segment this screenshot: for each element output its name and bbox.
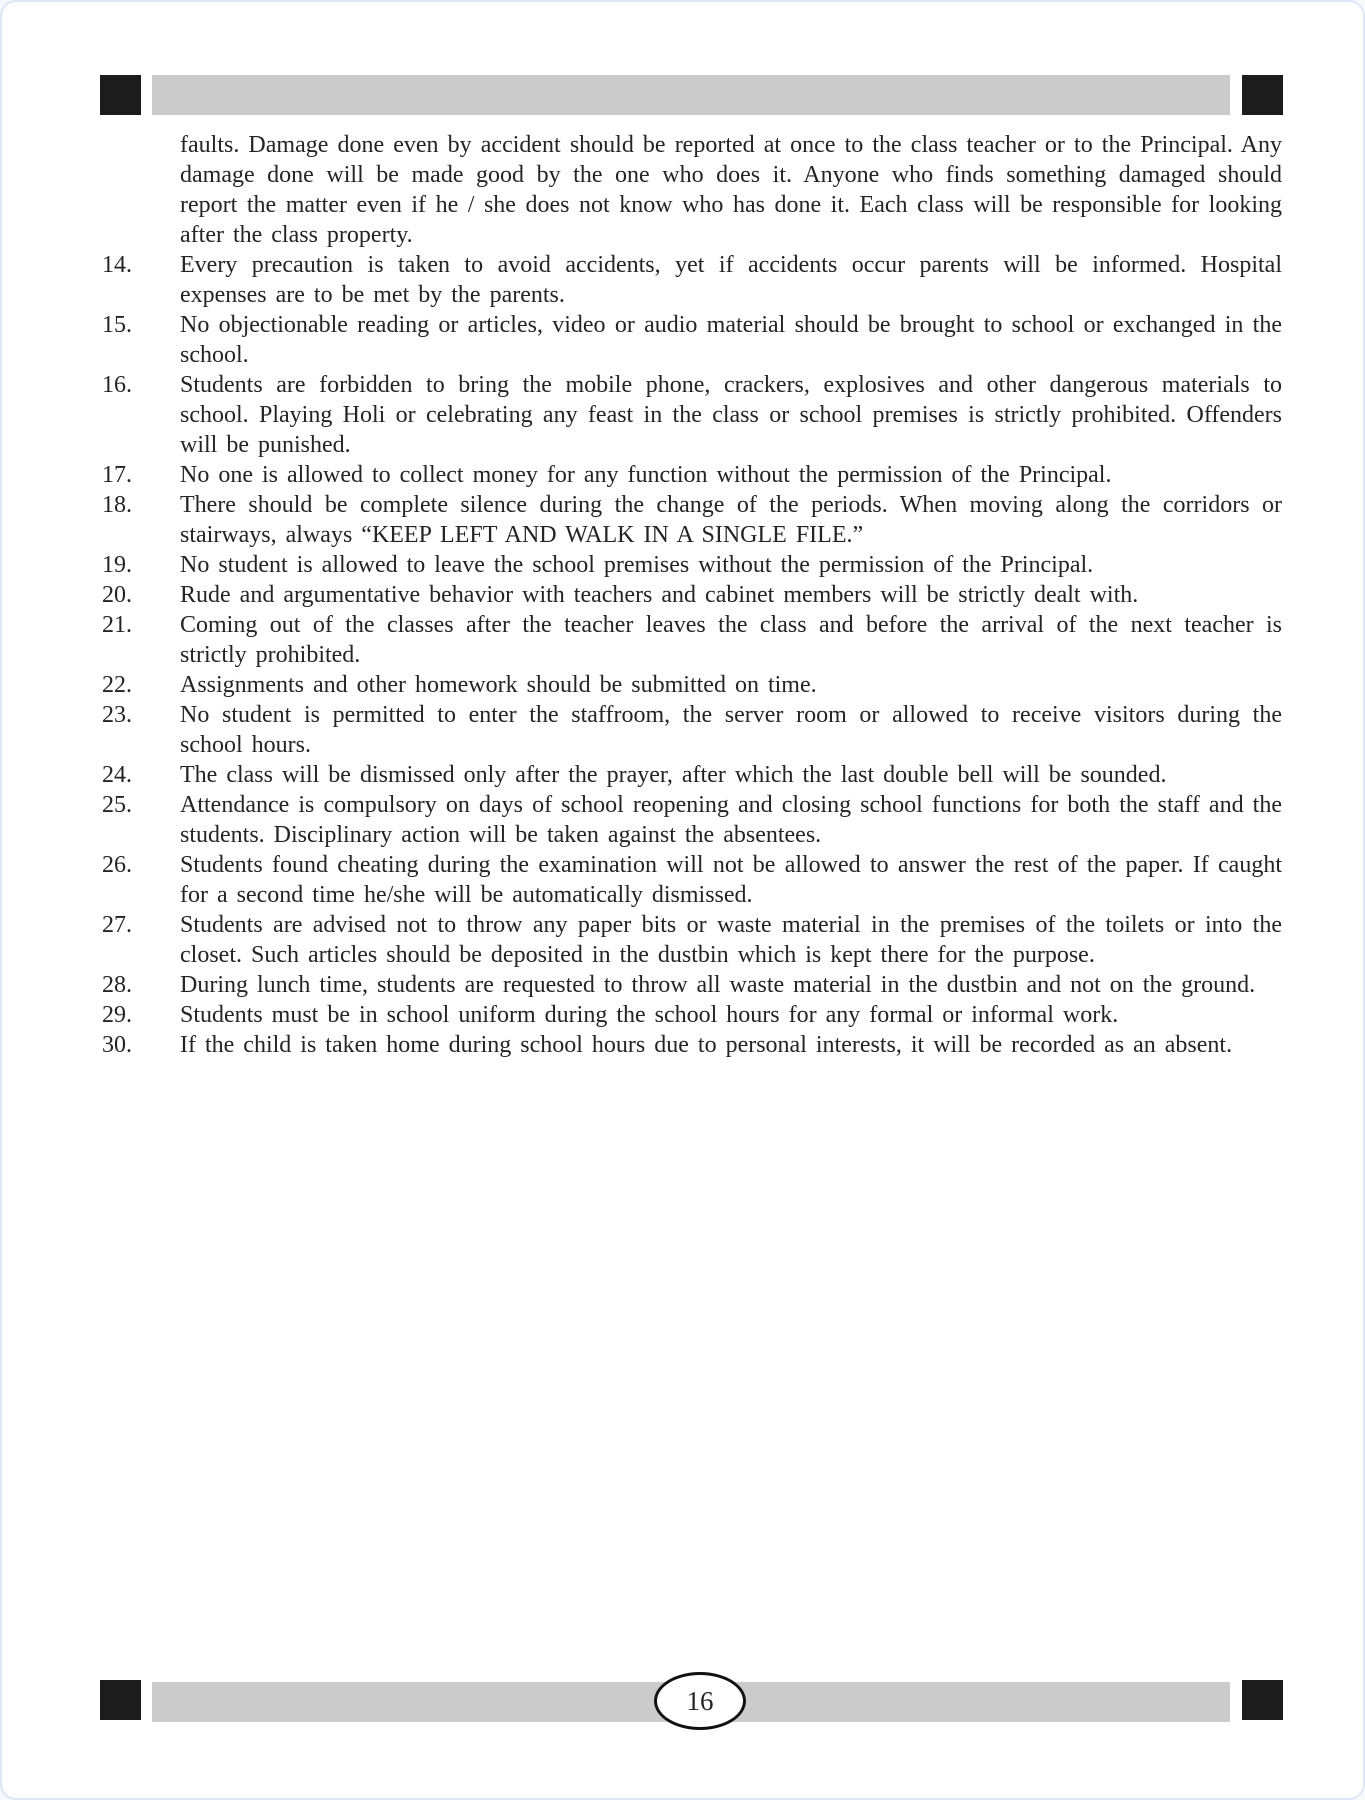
rule-number: 30. xyxy=(102,1032,132,1058)
rule-text: Assignments and other homework should be submitted on time. xyxy=(180,672,817,698)
rule-item xyxy=(102,790,1282,850)
corner-square-top-right xyxy=(1242,75,1283,115)
rule-item xyxy=(102,490,1282,550)
rules-list xyxy=(102,250,1282,1060)
rule-text: Rude and argumentative behavior with teachers and cabinet members will be strictly dealt with. xyxy=(180,582,1139,608)
rule-item xyxy=(102,1030,1282,1060)
rules-content xyxy=(102,130,1282,1060)
rule-text: Every precaution is taken to avoid accidents, yet if accidents occur parents will be informed. Hospital expenses are to be met by the parents. xyxy=(180,252,1282,308)
rule-item xyxy=(102,850,1282,910)
rule-number: 26. xyxy=(102,852,132,878)
rule-text: Students found cheating during the examination will not be allowed to answer the rest of the paper. If caught for a second time he/she will be automatically dismissed. xyxy=(180,852,1282,908)
rule-item xyxy=(102,250,1282,310)
page-number-badge xyxy=(654,1672,746,1730)
rule-number: 23. xyxy=(102,702,132,728)
rule-item xyxy=(102,550,1282,580)
rule-number: 20. xyxy=(102,582,132,608)
rule-item xyxy=(102,760,1282,790)
rule-text: There should be complete silence during the change of the periods. When moving along the corridors or stairways, always “KEEP LEFT AND WALK IN A SINGLE FILE.” xyxy=(180,492,1282,548)
rule-text: During lunch time, students are requested to throw all waste material in the dustbin and not on the ground. xyxy=(180,972,1256,998)
rule-number: 17. xyxy=(102,462,132,488)
corner-square-bottom-right xyxy=(1242,1680,1283,1720)
rule-item xyxy=(102,370,1282,460)
rule-number: 16. xyxy=(102,372,132,398)
corner-square-top-left xyxy=(100,75,141,115)
rule-text: Attendance is compulsory on days of school reopening and closing school functions for both the staff and the students. Disciplinary action will be taken against the absentees. xyxy=(180,792,1282,848)
rule-item xyxy=(102,310,1282,370)
rule-item xyxy=(102,580,1282,610)
rule-number: 19. xyxy=(102,552,132,578)
rule-text: Coming out of the classes after the teacher leaves the class and before the arrival of the next teacher is strictly prohibited. xyxy=(180,612,1282,668)
rule-text: The class will be dismissed only after the prayer, after which the last double bell will be sounded. xyxy=(180,762,1167,788)
rule-text: No student is allowed to leave the school premises without the permission of the Principal. xyxy=(180,552,1094,578)
continuation-paragraph: faults. Damage done even by accident should be reported at once to the class teacher or to the Principal. Any damage done will be made good by the one who does it. Anyone who finds something damaged should report the matter even if he / she does not know who has done it. Each class will be responsible for looking after the class property. xyxy=(180,132,1282,248)
rule-number: 18. xyxy=(102,492,132,518)
rule-number: 29. xyxy=(102,1002,132,1028)
rule-item xyxy=(102,670,1282,700)
rule-item xyxy=(102,1000,1282,1030)
rule-number: 22. xyxy=(102,672,132,698)
rule-item xyxy=(102,610,1282,670)
rule-item xyxy=(102,460,1282,490)
rule-text: No objectionable reading or articles, video or audio material should be brought to school or exchanged in the school. xyxy=(180,312,1282,368)
rule-text: Students are forbidden to bring the mobile phone, crackers, explosives and other dangerous materials to school. Playing Holi or celebrating any feast in the class or school premises is strictly prohibited. Offenders will be punished. xyxy=(180,372,1282,458)
rule-number: 21. xyxy=(102,612,132,638)
rule-text: No one is allowed to collect money for any function without the permission of the Principal. xyxy=(180,462,1112,488)
rule-item xyxy=(102,970,1282,1000)
rule-item xyxy=(102,700,1282,760)
rule-number: 25. xyxy=(102,792,132,818)
rule-number: 27. xyxy=(102,912,132,938)
rule-text: No student is permitted to enter the staffroom, the server room or allowed to receive visitors during the school hours. xyxy=(180,702,1282,758)
rule-number: 24. xyxy=(102,762,132,788)
rule-text: If the child is taken home during school hours due to personal interests, it will be recorded as an absent. xyxy=(180,1032,1233,1058)
rule-text: Students must be in school uniform during the school hours for any formal or informal work. xyxy=(180,1002,1119,1028)
rule-text: Students are advised not to throw any paper bits or waste material in the premises of the toilets or into the closet. Such articles should be deposited in the dustbin which is kept there for the purpose. xyxy=(180,912,1282,968)
rule-number: 14. xyxy=(102,252,132,278)
rule-item xyxy=(102,910,1282,970)
rule-number: 28. xyxy=(102,972,132,998)
page-number: 16 xyxy=(686,1685,714,1716)
corner-square-bottom-left xyxy=(100,1680,141,1720)
header-rule-bar xyxy=(152,75,1230,115)
rule-number: 15. xyxy=(102,312,132,338)
